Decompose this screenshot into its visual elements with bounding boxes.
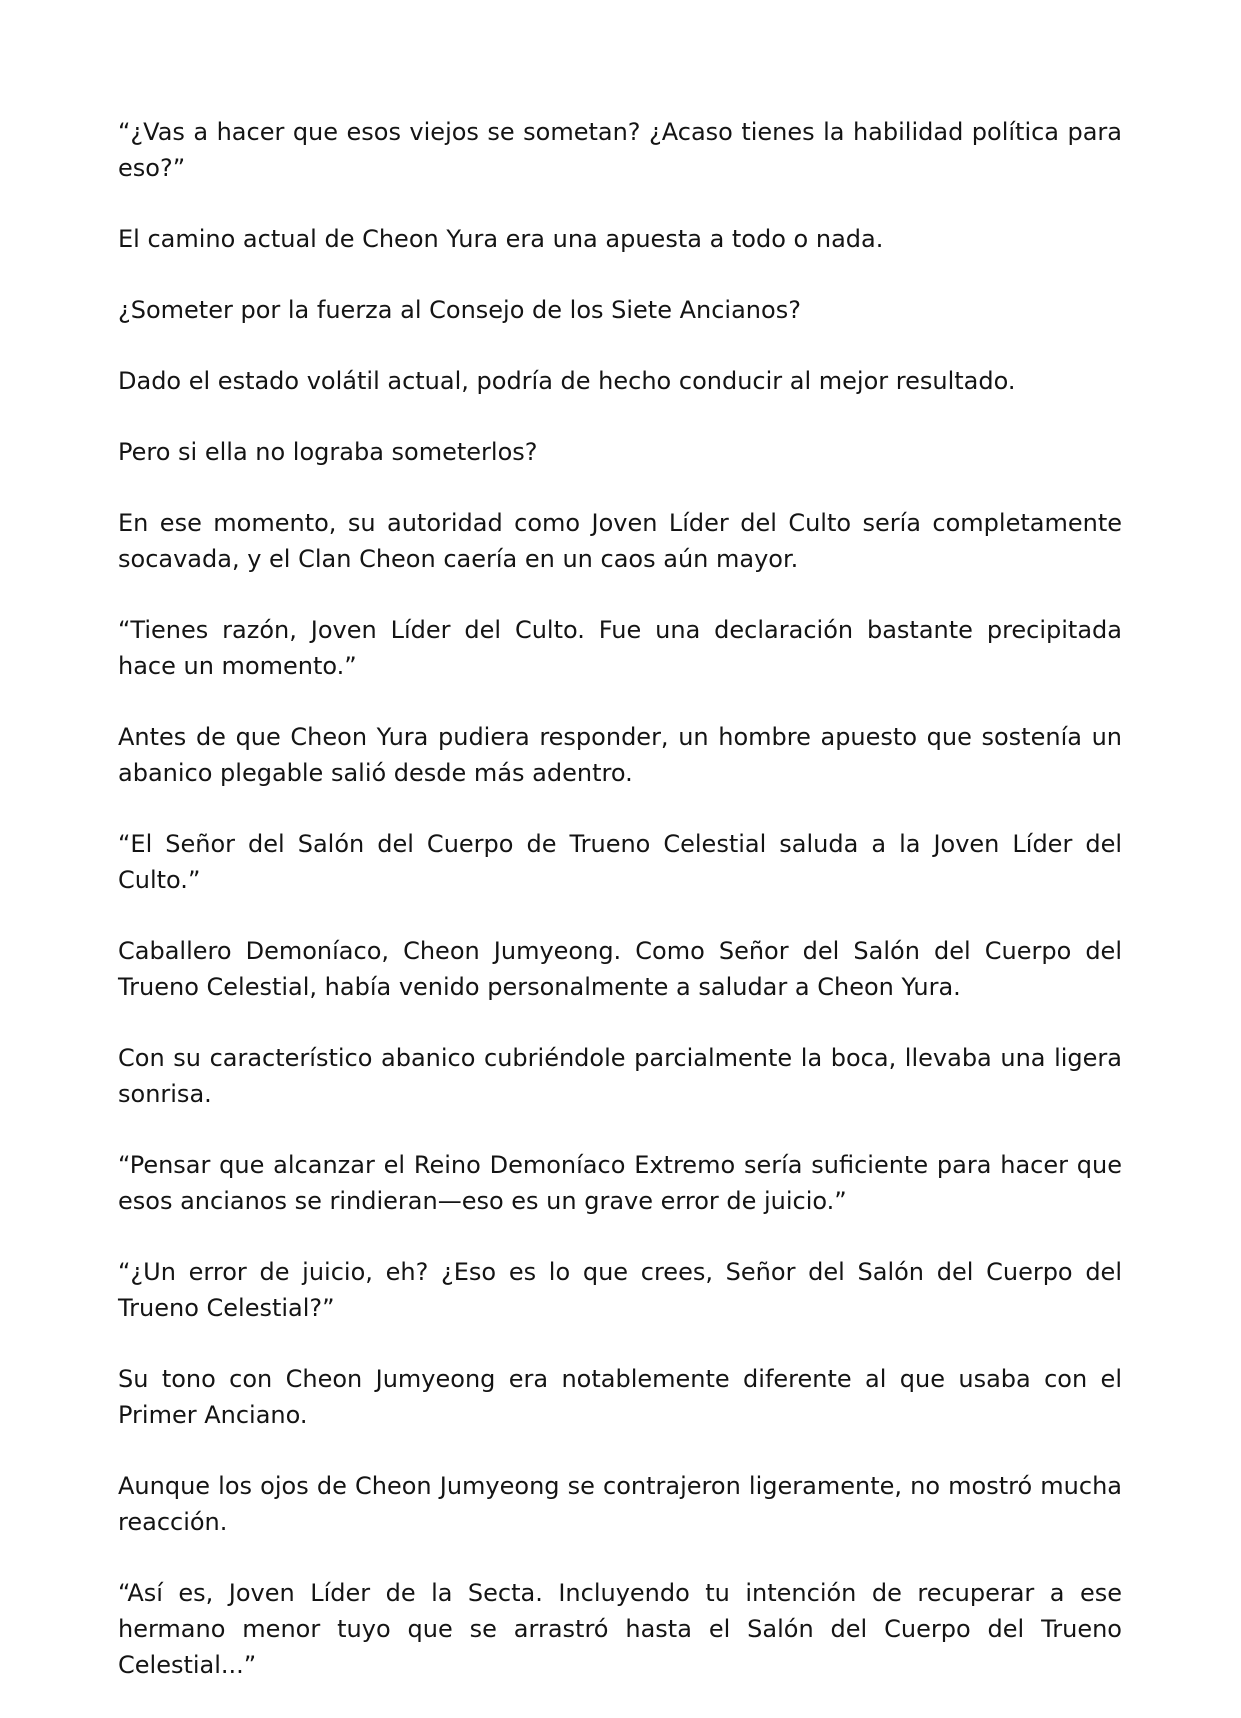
paragraph-13: “¿Un error de juicio, eh? ¿Eso es lo que crees, Señor del Salón del Cuerpo del Trueno Celestial?” <box>118 1258 1122 1322</box>
paragraph-2: El camino actual de Cheon Yura era una apuesta a todo o nada. <box>118 225 884 253</box>
paragraph-8: Antes de que Cheon Yura pudiera responder, un hombre apuesto que sostenía un abanico plegable salió desde más adentro. <box>118 723 1122 787</box>
paragraph-12: “Pensar que alcanzar el Reino Demoníaco Extremo sería suficiente para hacer que esos ancianos se rindieran—eso es un grave error de juicio.” <box>118 1151 1122 1215</box>
text-body <box>118 114 1122 1718</box>
paragraph-3: ¿Someter por la fuerza al Consejo de los Siete Ancianos? <box>118 296 801 324</box>
paragraph-15: Aunque los ojos de Cheon Jumyeong se contrajeron ligeramente, no mostró mucha reacción. <box>118 1472 1122 1536</box>
paragraph-4: Dado el estado volátil actual, podría de hecho conducir al mejor resultado. <box>118 367 1016 395</box>
paragraph-7: “Tienes razón, Joven Líder del Culto. Fue una declaración bastante precipitada hace un momento.” <box>118 616 1122 680</box>
paragraph-5: Pero si ella no lograba someterlos? <box>118 438 538 466</box>
paragraph-10: Caballero Demoníaco, Cheon Jumyeong. Como Señor del Salón del Cuerpo del Trueno Celestial, había venido personalmente a saludar a Cheon Yura. <box>118 937 1122 1001</box>
paragraph-6: En ese momento, su autoridad como Joven Líder del Culto sería completamente socavada, y el Clan Cheon caería en un caos aún mayor. <box>118 509 1122 573</box>
paragraph-1: “¿Vas a hacer que esos viejos se sometan? ¿Acaso tienes la habilidad política para eso?” <box>118 118 1122 182</box>
paragraph-9: “El Señor del Salón del Cuerpo de Trueno Celestial saluda a la Joven Líder del Culto.” <box>118 830 1122 894</box>
paragraph-11: Con su característico abanico cubriéndole parcialmente la boca, llevaba una ligera sonrisa. <box>118 1044 1122 1108</box>
paragraph-14: Su tono con Cheon Jumyeong era notablemente diferente al que usaba con el Primer Anciano. <box>118 1365 1122 1429</box>
paragraph-16: “Así es, Joven Líder de la Secta. Incluyendo tu intención de recuperar a ese hermano menor tuyo que se arrastró hasta el Salón del Cuerpo del Trueno Celestial...” <box>118 1579 1122 1679</box>
